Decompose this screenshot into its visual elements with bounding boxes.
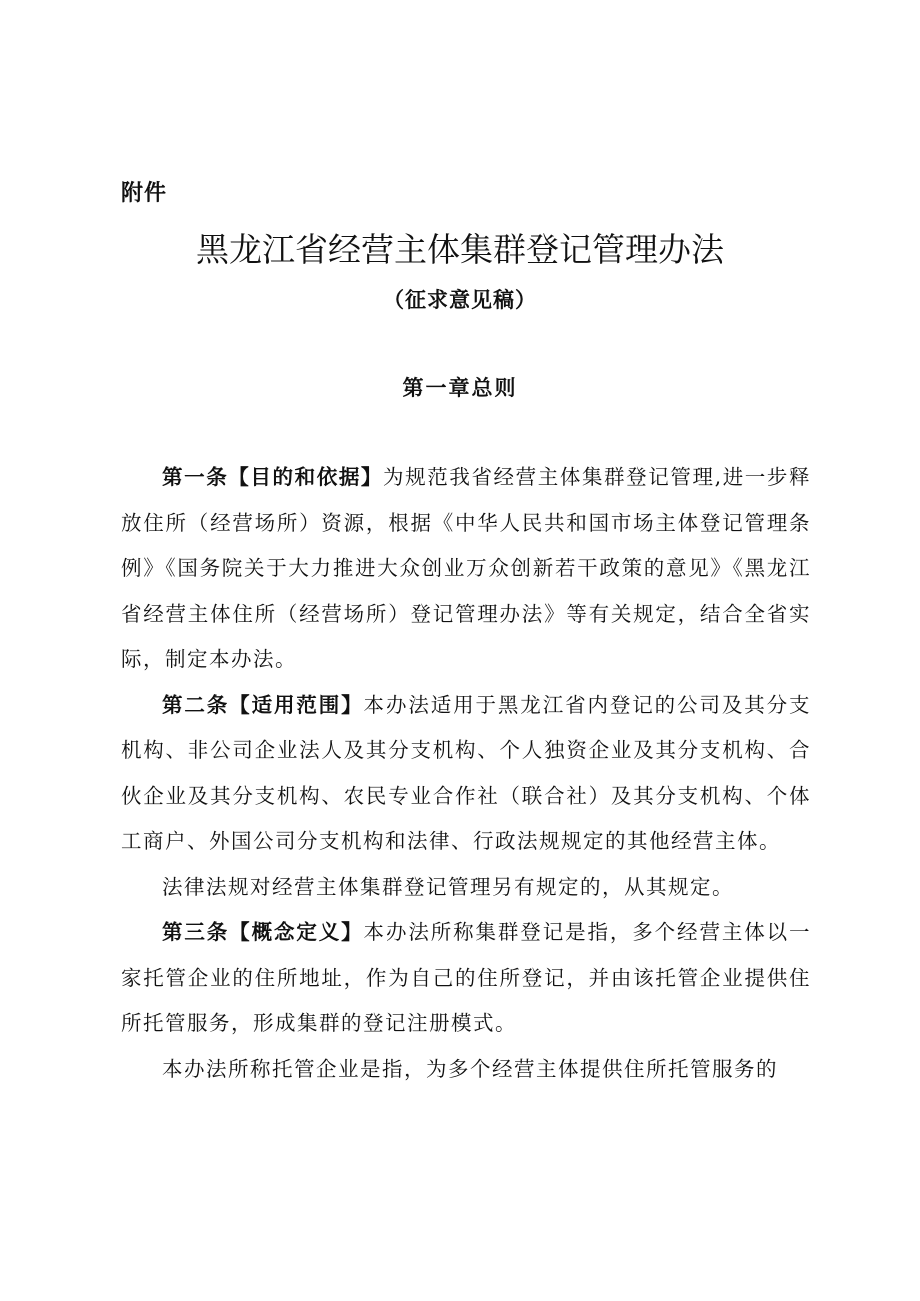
article-3-paragraph [121, 910, 811, 1047]
article-2-note-text: 法律法规对经营主体集群登记管理另有规定的，从其规定。 [162, 874, 734, 899]
article-3-label: 第三条【概念定义】 [162, 920, 364, 944]
article-3-definition-paragraph [121, 1047, 811, 1093]
chapter-heading: 第一章总则 [402, 376, 518, 400]
article-1-text: 为规范我省经营主体集群登记管理,进一步释放住所（经营场所）资源，根据《中华人民共和国市场主体登记管理条例》《国务院关于大力推进大众创业万众创新若干政策的意见》《黑龙江省经营主体住所（经营场所）登记管理办法》等有关规定，结合全省实际，制定本办法。 [121, 465, 812, 671]
article-1-paragraph [121, 455, 811, 683]
document-body [121, 455, 811, 1092]
article-2-text: 本办法适用于黑龙江省内登记的公司及其分支机构、非公司企业法人及其分支机构、个人独资企业及其分支机构、合伙企业及其分支机构、农民专业合作社（联合社）及其分支机构、个体工商户、外国公司分支机构和法律、行政法规规定的其他经营主体。 [121, 692, 812, 853]
article-1-label: 第一条【目的和依据】 [162, 465, 384, 489]
document-title: 黑龙江省经营主体集群登记管理办法 [196, 230, 724, 269]
attachment-label: 附件 [121, 181, 168, 206]
document-subtitle: （征求意见稿） [383, 288, 537, 312]
article-2-note-paragraph [121, 865, 811, 911]
article-3-definition-text: 本办法所称托管企业是指，为多个经营主体提供住所托管服务的 [162, 1056, 778, 1081]
article-3-text: 本办法所称集群登记是指，多个经营主体以一家托管企业的住所地址，作为自己的住所登记，并由该托管企业提供住所托管服务，形成集群的登记注册模式。 [121, 920, 812, 1035]
article-2-paragraph [121, 683, 811, 865]
article-2-label: 第二条【适用范围】 [162, 692, 364, 717]
